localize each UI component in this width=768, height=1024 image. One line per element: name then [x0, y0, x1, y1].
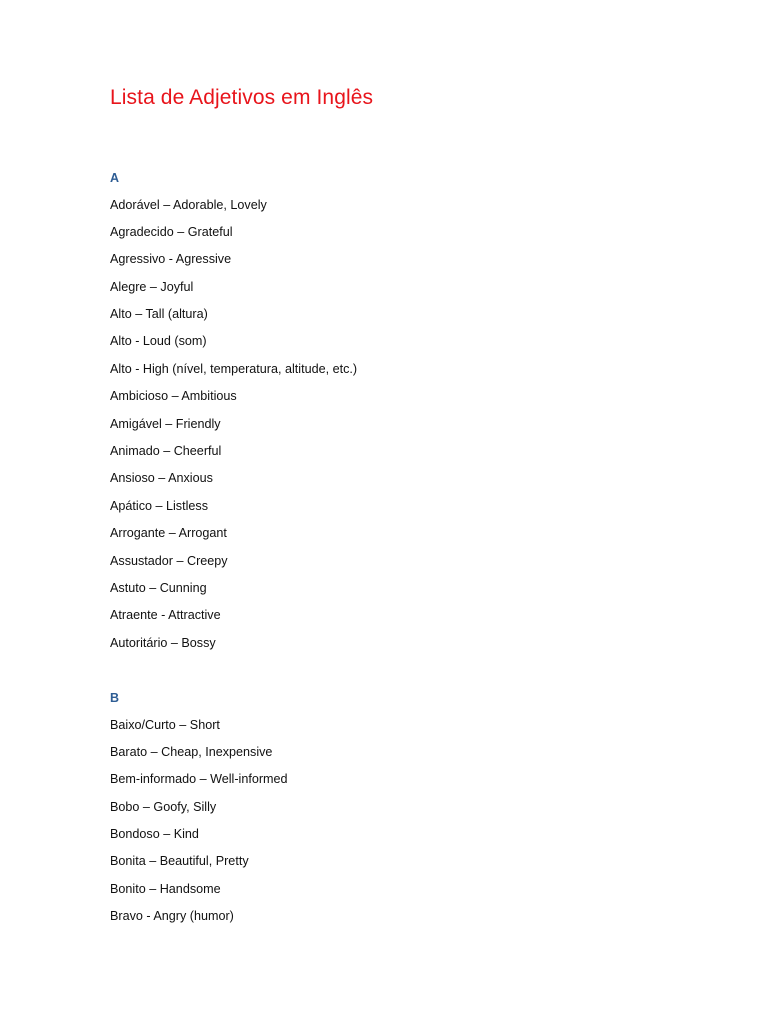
list-item: Autoritário – Bossy [110, 635, 216, 650]
list-item: Barato – Cheap, Inexpensive [110, 744, 273, 759]
list-item: Apático – Listless [110, 498, 209, 513]
list-item: Alto - High (nível, temperatura, altitude, etc.) [110, 361, 358, 376]
list-item: Bonita – Beautiful, Pretty [110, 854, 249, 869]
list-item: Atraente - Attractive [110, 608, 221, 623]
section-b [110, 689, 670, 935]
list-item: Bonito – Handsome [110, 881, 221, 896]
list-item: Agradecido – Grateful [110, 224, 233, 239]
list-item: Ambicioso – Ambitious [110, 389, 237, 404]
section-a [110, 169, 670, 661]
list-item: Animado – Cheerful [110, 444, 222, 459]
entry-list [110, 196, 670, 662]
list-item: Bobo – Goofy, Silly [110, 799, 217, 814]
list-item: Agressivo - Agressive [110, 252, 232, 267]
list-item: Alto – Tall (altura) [110, 307, 208, 322]
list-item: Alto - Loud (som) [110, 334, 207, 349]
section-letter: B [110, 691, 120, 705]
list-item: Ansioso – Anxious [110, 471, 213, 486]
list-item: Bondoso – Kind [110, 827, 199, 842]
entry-list [110, 716, 670, 935]
list-item: Bravo - Angry (humor) [110, 909, 234, 924]
section-letter: A [110, 171, 120, 185]
list-item: Assustador – Creepy [110, 553, 228, 568]
list-item: Astuto – Cunning [110, 580, 207, 595]
list-item: Adorável – Adorable, Lovely [110, 197, 267, 212]
list-item: Bem-informado – Well-informed [110, 772, 288, 787]
list-item: Arrogante – Arrogant [110, 526, 227, 541]
list-item: Baixo/Curto – Short [110, 717, 220, 732]
page-title: Lista de Adjetivos em Inglês [110, 86, 374, 109]
list-item: Amigável – Friendly [110, 416, 221, 431]
list-item: Alegre – Joyful [110, 279, 194, 294]
